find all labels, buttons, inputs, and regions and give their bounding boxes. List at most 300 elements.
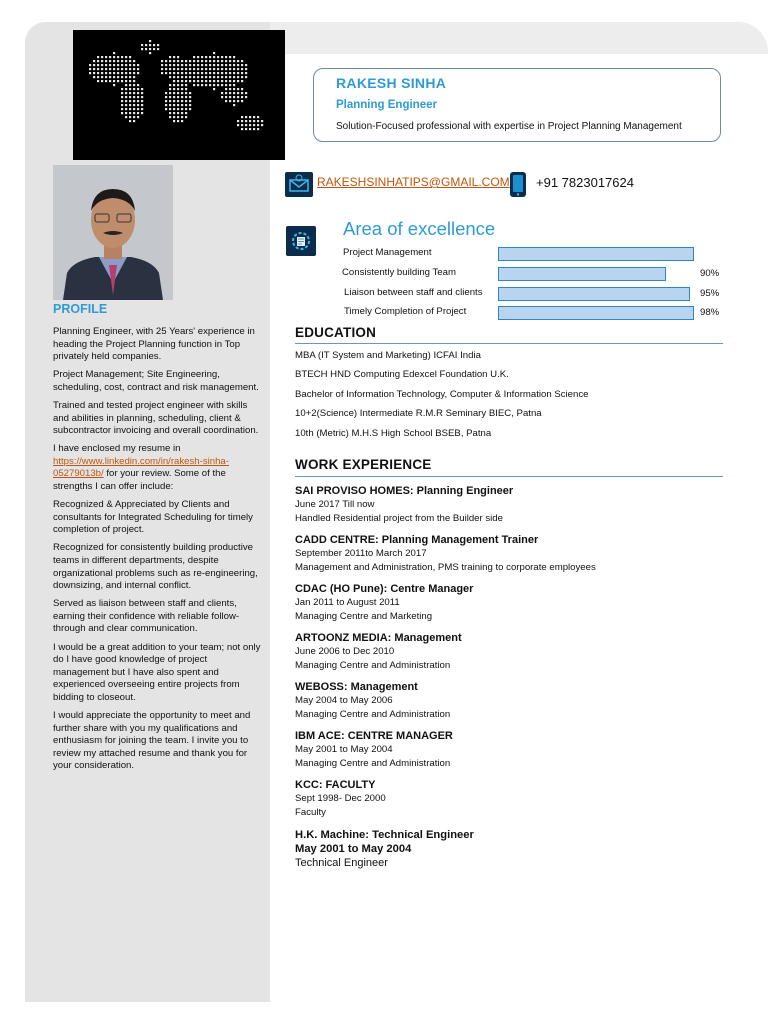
map-dot <box>233 92 235 94</box>
job-description: Faculty <box>295 807 326 818</box>
skill-percent: 90% <box>700 268 720 279</box>
map-dot <box>105 60 107 62</box>
map-dot <box>105 68 107 70</box>
map-dot <box>181 60 183 62</box>
map-dot <box>117 68 119 70</box>
map-dot <box>169 100 171 102</box>
map-dot <box>181 80 183 82</box>
candidate-tagline: Solution-Focused professional with expertise in Project Planning Management <box>336 121 682 132</box>
map-dot <box>113 52 115 54</box>
map-dot <box>197 60 199 62</box>
map-dot <box>205 84 207 86</box>
map-dot <box>221 56 223 58</box>
map-dot <box>209 80 211 82</box>
map-dot <box>209 64 211 66</box>
job-entry <box>295 828 735 870</box>
map-dot <box>185 80 187 82</box>
map-dot <box>221 72 223 74</box>
map-dot <box>181 68 183 70</box>
map-dot <box>121 100 123 102</box>
skill-row <box>330 265 730 283</box>
map-dot <box>229 100 231 102</box>
job-dates: Jan 2011 to August 2011 <box>295 597 400 608</box>
map-dot <box>229 84 231 86</box>
map-dot <box>117 64 119 66</box>
map-dot <box>129 116 131 118</box>
map-dot <box>197 76 199 78</box>
map-dot <box>221 64 223 66</box>
map-dot <box>125 84 127 86</box>
map-dot <box>177 92 179 94</box>
map-dot <box>217 64 219 66</box>
map-dot <box>121 108 123 110</box>
map-dot <box>121 60 123 62</box>
map-dot <box>133 84 135 86</box>
map-dot <box>245 120 247 122</box>
map-dot <box>209 68 211 70</box>
education-item: Bachelor of Information Technology, Computer & Information Science <box>295 389 589 400</box>
map-dot <box>121 80 123 82</box>
map-dot <box>233 68 235 70</box>
job-entry <box>295 681 735 722</box>
job-dates: Sept 1998- Dec 2000 <box>295 793 386 804</box>
map-dot <box>237 80 239 82</box>
map-dot <box>117 56 119 58</box>
map-dot <box>229 88 231 90</box>
map-dot <box>173 96 175 98</box>
map-dot <box>161 68 163 70</box>
map-dot <box>129 72 131 74</box>
map-dot <box>241 100 243 102</box>
map-dot <box>229 56 231 58</box>
map-dot <box>129 60 131 62</box>
map-dot <box>137 112 139 114</box>
job-entry <box>295 632 735 673</box>
map-dot <box>241 60 243 62</box>
map-dot <box>189 60 191 62</box>
excellence-heading: Area of excellence <box>343 218 496 239</box>
map-dot <box>97 68 99 70</box>
map-dot <box>189 64 191 66</box>
map-dot <box>201 56 203 58</box>
education-item: 10th (Metric) M.H.S High School BSEB, Patna <box>295 428 492 439</box>
map-dot <box>177 120 179 122</box>
map-dot <box>137 72 139 74</box>
map-dot <box>213 52 215 54</box>
map-dot <box>201 68 203 70</box>
job-title: CADD CENTRE: Planning Management Trainer <box>295 534 539 546</box>
map-dot <box>137 96 139 98</box>
map-dot <box>241 72 243 74</box>
map-dot <box>221 60 223 62</box>
map-dot <box>197 84 199 86</box>
map-dot <box>113 64 115 66</box>
map-dot <box>237 60 239 62</box>
profile-heading: PROFILE <box>53 302 108 316</box>
map-dot <box>233 76 235 78</box>
map-dot <box>141 96 143 98</box>
map-dot <box>117 80 119 82</box>
map-dot <box>125 76 127 78</box>
map-dot <box>181 116 183 118</box>
map-dot <box>169 104 171 106</box>
map-dot <box>177 80 179 82</box>
map-dot <box>93 72 95 74</box>
skill-label: Project Management <box>343 247 432 258</box>
skill-bar-track <box>498 306 694 320</box>
map-dot <box>217 60 219 62</box>
map-dot <box>229 76 231 78</box>
map-dot <box>225 56 227 58</box>
map-dot <box>173 80 175 82</box>
map-dot <box>129 80 131 82</box>
job-description: Technical Engineer <box>295 857 388 869</box>
map-dot <box>125 100 127 102</box>
map-dot <box>193 56 195 58</box>
map-dot <box>233 64 235 66</box>
map-dot <box>189 100 191 102</box>
map-dot <box>93 68 95 70</box>
map-dot <box>189 80 191 82</box>
map-dot <box>125 96 127 98</box>
map-dot <box>181 120 183 122</box>
map-dot <box>129 100 131 102</box>
map-dot <box>177 88 179 90</box>
map-dot <box>133 72 135 74</box>
email-icon <box>285 172 313 197</box>
map-dot <box>205 60 207 62</box>
map-dot <box>245 64 247 66</box>
job-title: WEBOSS: Management <box>295 681 418 693</box>
map-dot <box>221 84 223 86</box>
map-dot <box>173 60 175 62</box>
map-dot <box>137 100 139 102</box>
map-dot <box>229 96 231 98</box>
map-dot <box>165 108 167 110</box>
job-dates: September 2011to March 2017 <box>295 548 427 559</box>
map-dot <box>105 72 107 74</box>
map-dot <box>125 64 127 66</box>
map-dot <box>201 76 203 78</box>
map-dot <box>229 92 231 94</box>
map-dot <box>137 92 139 94</box>
map-dot <box>209 76 211 78</box>
map-dot <box>129 104 131 106</box>
map-dot <box>225 92 227 94</box>
map-dot <box>117 76 119 78</box>
map-dot <box>97 76 99 78</box>
map-dot <box>169 72 171 74</box>
skill-bar-track <box>498 287 694 301</box>
world-map-graphic <box>73 30 285 160</box>
map-dot <box>205 68 207 70</box>
map-dot <box>113 80 115 82</box>
map-dot <box>213 64 215 66</box>
map-dot <box>101 80 103 82</box>
job-title: CDAC (HO Pune): Centre Manager <box>295 583 474 595</box>
map-dot <box>109 80 111 82</box>
map-dot <box>173 84 175 86</box>
job-description: Managing Centre and Administration <box>295 758 451 769</box>
resume-text-post: for your review. Some of the strengths I can offer include: <box>53 468 226 493</box>
map-dot <box>233 100 235 102</box>
map-dot <box>101 76 103 78</box>
map-dot <box>169 60 171 62</box>
map-dot <box>113 56 115 58</box>
map-dot <box>221 96 223 98</box>
map-dot <box>145 44 147 46</box>
map-dot <box>177 60 179 62</box>
linkedin-link[interactable]: https://www.linkedin.com/in/rakesh-sinha-05279013b/ <box>53 455 229 480</box>
map-dot <box>193 80 195 82</box>
map-dot <box>257 128 259 130</box>
work-divider <box>295 476 723 477</box>
map-dot <box>185 104 187 106</box>
map-dot <box>177 76 179 78</box>
map-dot <box>169 56 171 58</box>
map-dot <box>129 92 131 94</box>
map-dot <box>201 60 203 62</box>
map-dot <box>165 92 167 94</box>
map-dot <box>141 48 143 50</box>
map-dot <box>233 104 235 106</box>
job-description: Management and Administration, PMS training to corporate employees <box>295 562 596 573</box>
map-dot <box>97 72 99 74</box>
map-dot <box>193 72 195 74</box>
map-dot <box>237 64 239 66</box>
map-dot <box>165 64 167 66</box>
map-dot <box>189 68 191 70</box>
map-dot <box>133 64 135 66</box>
map-dot <box>241 68 243 70</box>
job-entry <box>295 534 735 575</box>
map-dot <box>233 56 235 58</box>
map-dot <box>205 80 207 82</box>
map-dot <box>185 84 187 86</box>
profile-paragraph: Served as liaison between staff and clients, earning their confidence with reliable follow-through and clear communication. <box>53 598 240 635</box>
job-title: SAI PROVISO HOMES: Planning Engineer <box>295 485 514 497</box>
map-dot <box>201 80 203 82</box>
map-dot <box>197 56 199 58</box>
email-link[interactable]: RAKESHSINHATIPS@GMAIL.COM <box>317 175 510 189</box>
map-dot <box>185 112 187 114</box>
map-dot <box>169 116 171 118</box>
map-dot <box>237 92 239 94</box>
map-dot <box>213 56 215 58</box>
map-dot <box>161 60 163 62</box>
map-dot <box>129 64 131 66</box>
job-entry <box>295 779 735 820</box>
skill-bar-fill <box>498 267 666 281</box>
map-dot <box>185 116 187 118</box>
map-dot <box>113 68 115 70</box>
map-dot <box>125 112 127 114</box>
profile-paragraph: Planning Engineer, with 25 Years' experience in heading the Project Planning function in Top privately held companies. <box>53 326 255 363</box>
map-dot <box>233 88 235 90</box>
profile-paragraph: Project Management; Site Engineering, scheduling, cost, contract and risk management. <box>53 369 259 393</box>
education-item: MBA (IT System and Marketing) ICFAI India <box>295 350 481 361</box>
map-dot <box>245 124 247 126</box>
map-dot <box>169 76 171 78</box>
map-dot <box>201 64 203 66</box>
map-dot <box>201 72 203 74</box>
map-dot <box>213 68 215 70</box>
map-dot <box>105 56 107 58</box>
map-dot <box>261 120 263 122</box>
map-dot <box>241 88 243 90</box>
map-dot <box>137 104 139 106</box>
map-dot <box>121 68 123 70</box>
job-description: Managing Centre and Administration <box>295 709 451 720</box>
map-dot <box>217 76 219 78</box>
map-dot <box>185 92 187 94</box>
job-description: Managing Centre and Marketing <box>295 611 433 622</box>
map-dot <box>177 104 179 106</box>
education-item: 10+2(Science) Intermediate R.M.R Seminary BIEC, Patna <box>295 408 542 419</box>
map-dot <box>229 72 231 74</box>
map-dot <box>217 72 219 74</box>
map-dot <box>101 64 103 66</box>
map-dot <box>185 68 187 70</box>
map-dot <box>181 64 183 66</box>
map-dot <box>105 76 107 78</box>
map-dot <box>173 108 175 110</box>
map-dot <box>181 100 183 102</box>
map-dot <box>205 76 207 78</box>
map-dot <box>245 116 247 118</box>
map-dot <box>209 60 211 62</box>
map-dot <box>237 76 239 78</box>
map-dot <box>225 64 227 66</box>
job-dates: May 2001 to May 2004 <box>295 843 412 855</box>
map-dot <box>205 64 207 66</box>
map-dot <box>225 72 227 74</box>
map-dot <box>125 56 127 58</box>
job-entry <box>295 583 735 624</box>
map-dot <box>173 68 175 70</box>
skill-bar-track <box>498 267 694 281</box>
map-dot <box>193 60 195 62</box>
map-dot <box>125 68 127 70</box>
map-dot <box>177 56 179 58</box>
phone-icon <box>510 172 526 197</box>
map-dot <box>213 60 215 62</box>
map-dot <box>181 92 183 94</box>
map-dot <box>193 76 195 78</box>
map-dot <box>237 88 239 90</box>
map-dot <box>149 48 151 50</box>
map-dot <box>249 116 251 118</box>
map-dot <box>161 64 163 66</box>
map-dot <box>225 68 227 70</box>
map-dot <box>225 100 227 102</box>
map-dot <box>189 76 191 78</box>
map-dot <box>97 64 99 66</box>
map-dot <box>181 84 183 86</box>
map-dot <box>121 104 123 106</box>
map-dot <box>217 84 219 86</box>
map-dot <box>133 100 135 102</box>
map-dot <box>241 124 243 126</box>
map-dot <box>129 88 131 90</box>
map-dot <box>117 72 119 74</box>
map-dot <box>89 72 91 74</box>
map-dot <box>221 76 223 78</box>
map-dot <box>113 76 115 78</box>
map-dot <box>113 72 115 74</box>
skill-bar-track <box>498 247 694 261</box>
map-dot <box>109 76 111 78</box>
map-dot <box>177 116 179 118</box>
map-dot <box>121 96 123 98</box>
map-dot <box>109 56 111 58</box>
map-dot <box>245 96 247 98</box>
map-dot <box>229 64 231 66</box>
map-dot <box>125 92 127 94</box>
map-dot <box>181 108 183 110</box>
map-dot <box>233 60 235 62</box>
map-dot <box>97 80 99 82</box>
map-dot <box>149 52 151 54</box>
map-dot <box>173 72 175 74</box>
map-dot <box>237 68 239 70</box>
map-dot <box>157 48 159 50</box>
map-dot <box>173 100 175 102</box>
map-dot <box>177 68 179 70</box>
job-entry <box>295 730 735 771</box>
map-dot <box>141 112 143 114</box>
map-dot <box>173 76 175 78</box>
map-dot <box>93 64 95 66</box>
map-dot <box>165 68 167 70</box>
map-dot <box>225 76 227 78</box>
skill-label: Timely Completion of Project <box>344 306 467 317</box>
profile-paragraph: Trained and tested project engineer with skills and abilities in planning, scheduling, client & subcontractor invoicing and overall coordination. <box>53 399 259 437</box>
map-dot <box>93 60 95 62</box>
map-dot <box>133 108 135 110</box>
map-dot <box>101 72 103 74</box>
map-dot <box>141 88 143 90</box>
map-dot <box>129 84 131 86</box>
education-item: BTECH HND Computing Edexcel Foundation U.K. <box>295 369 509 380</box>
skill-label: Liaison between staff and clients <box>344 287 483 298</box>
map-dot <box>109 72 111 74</box>
map-dot <box>237 120 239 122</box>
candidate-name: RAKESH SINHA <box>336 75 447 91</box>
job-entry <box>295 485 735 526</box>
map-dot <box>233 72 235 74</box>
map-dot <box>249 128 251 130</box>
profile-text <box>53 326 263 779</box>
map-dot <box>253 120 255 122</box>
map-dot <box>225 84 227 86</box>
map-dot <box>185 96 187 98</box>
map-dot <box>189 108 191 110</box>
map-dot <box>153 44 155 46</box>
map-dot <box>177 100 179 102</box>
map-dot <box>185 76 187 78</box>
map-dot <box>97 56 99 58</box>
skill-bar-fill <box>498 287 690 301</box>
map-dot <box>237 96 239 98</box>
map-dot <box>137 88 139 90</box>
map-dot <box>209 56 211 58</box>
map-dot <box>229 60 231 62</box>
map-dot <box>121 92 123 94</box>
map-dot <box>249 120 251 122</box>
map-dot <box>137 68 139 70</box>
skill-bar-fill <box>498 247 694 261</box>
